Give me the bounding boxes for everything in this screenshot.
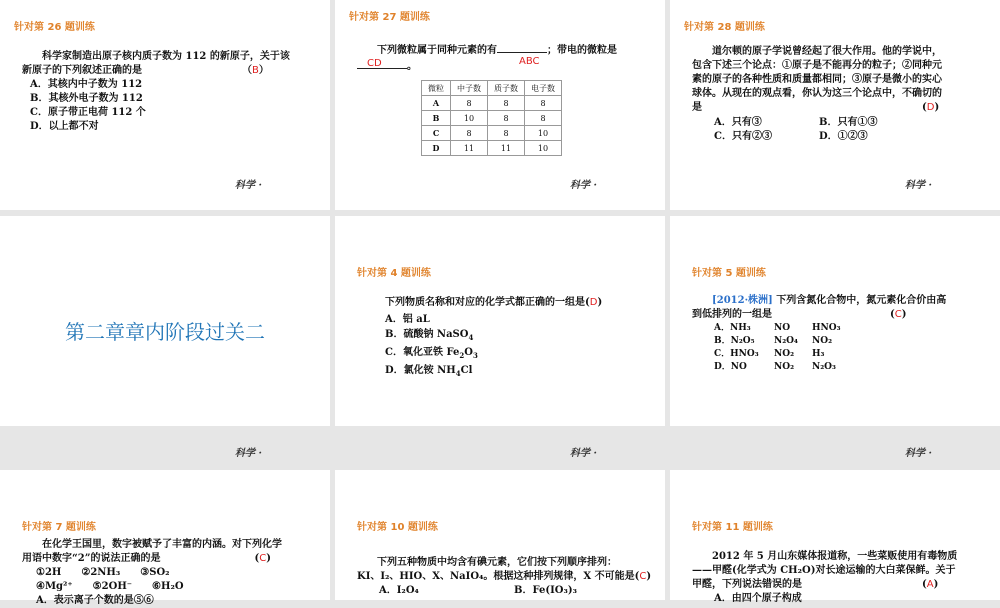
option-d: D．NO NO₂ N₂O₃ bbox=[714, 362, 836, 372]
option-a: A．NH₃ NO HNO₃ bbox=[714, 323, 841, 333]
options-list bbox=[385, 312, 478, 381]
slide-q4[interactable] bbox=[335, 216, 665, 459]
slide-footer: 科学 · bbox=[905, 180, 932, 191]
particle-table bbox=[421, 80, 562, 156]
options-list bbox=[30, 78, 146, 134]
slide-q5[interactable] bbox=[670, 216, 1000, 459]
column-header: 中子数 bbox=[451, 81, 488, 96]
table-row: D 11 11 10 bbox=[422, 141, 562, 156]
options-list bbox=[379, 584, 577, 598]
slide-title: 针对第 4 题训练 bbox=[357, 268, 431, 279]
question-text: 2012 年 5 月山东媒体报道称，一些菜贩使用有毒物质 ——甲醛(化学式为 CH₂O)对长途运输的大白菜保鲜。关于 甲醛，下列说法错误的是 (A) A．由四个原子构成 bbox=[692, 551, 958, 604]
slide-q26[interactable] bbox=[0, 0, 330, 210]
slide-title: 针对第 7 题训练 bbox=[22, 522, 96, 533]
option-b: B．其核外电子数为 112 bbox=[30, 93, 143, 104]
option-c: C．原子带正电荷 112 个 bbox=[30, 107, 146, 118]
answer-mark: C bbox=[894, 309, 902, 320]
options-list bbox=[714, 322, 841, 374]
source-tag: [2012·株洲] bbox=[712, 295, 773, 306]
slide-footer: 科学 · bbox=[235, 180, 262, 191]
option-c: C．氧化亚铁 $Fe_2O_3$ bbox=[385, 347, 478, 360]
option-c: C．只有②③ bbox=[714, 131, 772, 142]
slide-q28[interactable] bbox=[670, 0, 1000, 210]
option-b: B．Fe(IO₃)₃ bbox=[514, 585, 577, 596]
option-b: B．只有①③ bbox=[819, 117, 878, 128]
table-row: A 8 8 8 bbox=[422, 96, 562, 111]
question-text: 道尔顿的原子学说曾经起了很大作用。他的学说中， 包含下述三个论点：①原子是不能再分的粒子；②同种元 素的原子的各种性质和质量都相同；③原子是微小的实心 球体。从现在的观点看，你认为这三个论点中，不确切的 是 (D) bbox=[692, 46, 942, 113]
table-row: B 10 8 8 bbox=[422, 111, 562, 126]
slide-title: 针对第 27 题训练 bbox=[349, 12, 430, 23]
table-header-row bbox=[422, 81, 562, 96]
question-text: [2012·株洲] 下列含氮化合物中，氮元素化合价由高 到低排列的一组是 (C) bbox=[692, 295, 947, 320]
question-text: 在化学王国里，数字被赋予了丰富的内涵。对下列化学 用语中数字“2”的说法正确的是 (C) ①2H ②2NH₃ ③SO₂ ④Mg²⁺ ⑤2OH⁻ ⑥H₂O A．表示离子个数的是⑤⑥ bbox=[22, 539, 282, 606]
answer-mark: C bbox=[259, 553, 267, 564]
option-c: C．HNO₃ NO₂ H₃ bbox=[714, 349, 825, 359]
option-b: B．硫酸钠 NaSO$_4$ bbox=[385, 329, 474, 342]
option-d: D．以上都不对 bbox=[30, 121, 99, 132]
slide-footer: 科学 · bbox=[235, 448, 262, 459]
option-b: B．N₂O₅ N₂O₄ NO₂ bbox=[714, 336, 833, 346]
table-row: C 8 8 10 bbox=[422, 126, 562, 141]
slide-chapter[interactable] bbox=[0, 216, 330, 459]
slide-title: 针对第 11 题训练 bbox=[692, 522, 773, 533]
option-a: A．其核内中子数为 112 bbox=[30, 79, 143, 90]
slide-title: 针对第 5 题训练 bbox=[692, 268, 766, 279]
option-a: A．铝 aL bbox=[385, 314, 430, 325]
answer-mark: A bbox=[926, 579, 934, 590]
slide-q27[interactable] bbox=[335, 0, 665, 210]
slide-q11[interactable] bbox=[670, 470, 1000, 604]
answer-mark: D bbox=[926, 102, 935, 113]
answer-blank-2 bbox=[357, 58, 407, 69]
question-text: 下列微粒属于同种元素的有 ；带电的微粒是 。 bbox=[357, 42, 657, 74]
slide-title: 针对第 28 题训练 bbox=[684, 22, 765, 33]
options-list bbox=[714, 116, 877, 144]
slide-title: 针对第 26 题训练 bbox=[14, 22, 95, 33]
question-text: 下列物质名称和对应的化学式都正确的一组是(D) bbox=[385, 297, 603, 308]
answer-mark: B bbox=[252, 65, 259, 76]
column-header: 质子数 bbox=[488, 81, 525, 96]
slide-footer: 科学 · bbox=[570, 448, 597, 459]
option-d: D．氯化铵 $NH_4Cl$ bbox=[385, 365, 473, 378]
slide-title: 针对第 10 题训练 bbox=[357, 522, 438, 533]
answer-mark-1: ABC bbox=[519, 56, 540, 67]
slide-q10[interactable] bbox=[335, 470, 665, 600]
column-header: 微粒 bbox=[422, 81, 451, 96]
answer-mark-2: CD bbox=[367, 58, 382, 69]
column-header: 电子数 bbox=[525, 81, 562, 96]
option-a: A．只有③ bbox=[714, 117, 762, 128]
slide-footer: 科学 · bbox=[905, 448, 932, 459]
slide-footer: 科学 · bbox=[570, 180, 597, 191]
answer-mark: D bbox=[589, 297, 598, 308]
answer-mark: C bbox=[639, 571, 647, 582]
question-text: 科学家制造出原子核内质子数为 112 的新原子，关于该 新原子的下列叙述正确的是 （B） bbox=[22, 51, 290, 76]
slide-q7[interactable] bbox=[0, 470, 330, 606]
question-text: 下列五种物质中均含有碘元素，它们按下列顺序排列： KI、I₂、HIO、X、NaIO₄。根据这种排列规律，X 不可能是(C) bbox=[357, 557, 652, 582]
answer-blank-1 bbox=[497, 42, 547, 53]
chapter-title: 第二章章内阶段过关二 bbox=[65, 320, 265, 344]
option-d: D．①②③ bbox=[819, 131, 868, 142]
option-a: A．I₂O₄ bbox=[379, 585, 419, 596]
